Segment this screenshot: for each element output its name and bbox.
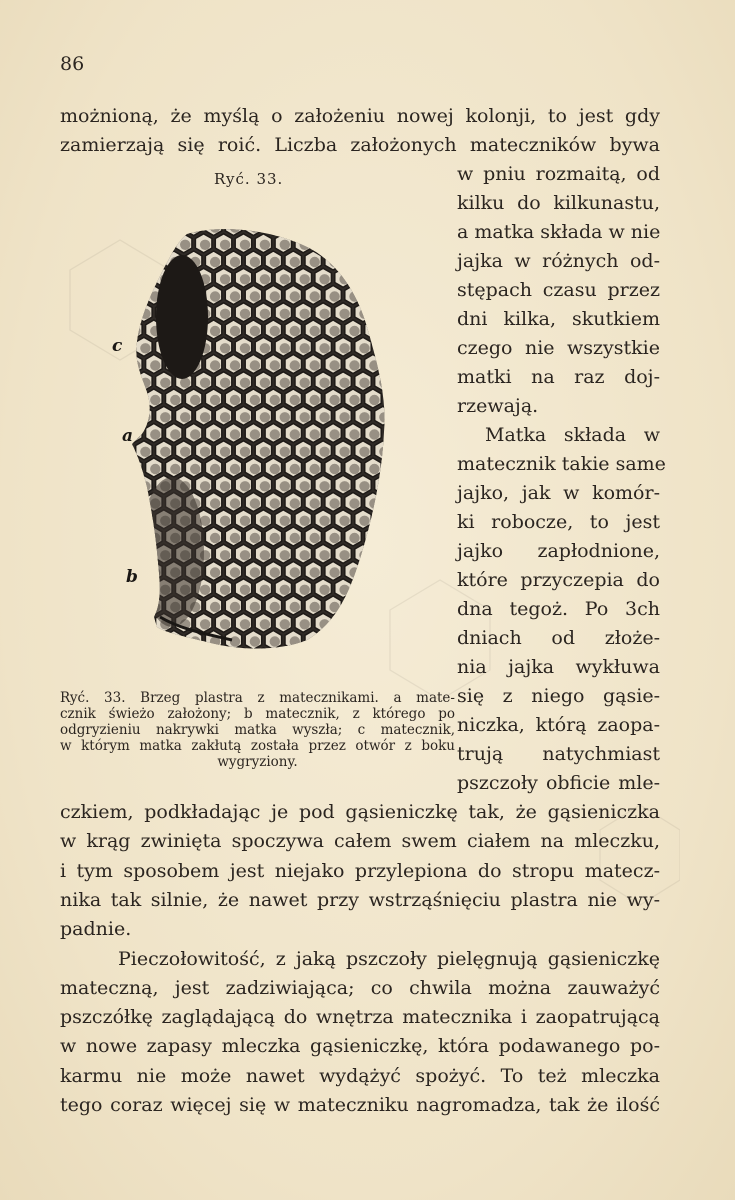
text-line: się z niego gąsie- <box>457 685 660 707</box>
text-line: padnie. <box>60 918 132 941</box>
text-line: zamierzają się roić. Liczba założonych mateczników bywa <box>60 134 660 156</box>
text-line: tego coraz więcej się w mateczniku nagromadza, tak że ilość <box>60 1094 660 1116</box>
text-line: jajko, jak w komór- <box>457 482 660 504</box>
figure-caption <box>60 690 455 770</box>
text-line: Pieczołowitość, z jaką pszczoły pielęgnują gąsieniczkę <box>118 947 660 970</box>
text-line: trują natychmiast <box>457 743 660 765</box>
page-number: 86 <box>60 53 85 75</box>
text-line: karmu nie może nawet wydążyć spożyć. To też mleczka <box>60 1064 660 1087</box>
text-line: i tym sposobem jest niejako przylepiona do stropu matecz- <box>60 859 660 882</box>
caption-line: w którym matka zakłutą została przez otwór z boku <box>60 738 455 754</box>
honeycomb-figure <box>112 222 392 652</box>
text-line: jajko zapłodnione, <box>457 540 660 562</box>
text-line: rzewają. <box>457 395 539 417</box>
text-line: dniach od złoże- <box>457 627 660 649</box>
text-line: mateczną, jest zadziwiająca; co chwila można zauważyć <box>60 976 660 999</box>
text-line: a matka składa w nie <box>457 221 661 243</box>
text-line: czkiem, podkładając je pod gąsieniczkę tak, że gąsieniczka <box>60 801 660 823</box>
text-line: jajka w różnych od- <box>457 250 660 272</box>
text-line: Matka składa w <box>485 424 660 446</box>
text-line: w nowe zapasy mleczka gąsieniczkę, która podawanego po- <box>60 1035 660 1058</box>
text-line: pszczółkę zaglądającą do wnętrza matecznika i zaopatrującą <box>60 1006 660 1029</box>
text-line: które przyczepia do <box>457 569 660 591</box>
text-line: w pniu rozmaitą, od <box>457 163 660 185</box>
caption-line: wygryziony. <box>217 754 298 770</box>
caption-line: cznik świeżo założony; b matecznik, z którego po <box>60 706 455 722</box>
text-line: matecznik takie same <box>457 453 666 475</box>
text-line: dna tegoż. Po 3ch <box>457 598 660 620</box>
figure-letter-a: a <box>122 426 134 446</box>
figure-label: Ryć. 33. <box>214 170 284 188</box>
text-line: nika tak silnie, że nawet przy wstrząśnięciu plastra nie wy- <box>60 888 660 911</box>
figure-letter-b: b <box>126 567 138 587</box>
figure-letter-c: c <box>112 336 123 356</box>
text-line: stępach czasu przez <box>457 279 660 301</box>
text-line: dni kilka, skutkiem <box>457 308 660 330</box>
caption-line: odgryzieniu nakrywki matka wyszła; c matecznik, <box>60 722 455 738</box>
text-line: w krąg zwinięta spoczywa całem swem ciałem na mleczku, <box>60 830 660 853</box>
text-line: możnioną, że myślą o założeniu nowej kolonji, to jest gdy <box>60 105 660 127</box>
text-line: pszczoły obficie mle- <box>457 772 660 794</box>
text-line: matki na raz doj- <box>457 366 660 388</box>
text-line: ki robocze, to jest <box>457 511 660 533</box>
text-line: niczka, którą zaopa- <box>457 714 660 736</box>
caption-line: Ryć. 33. Brzeg plastra z matecznikami. a mate- <box>60 690 455 706</box>
text-line: czego nie wszystkie <box>457 337 660 359</box>
text-line: kilku do kilkunastu, <box>457 192 660 214</box>
text-line: nia jajka wykłuwa <box>457 656 660 678</box>
